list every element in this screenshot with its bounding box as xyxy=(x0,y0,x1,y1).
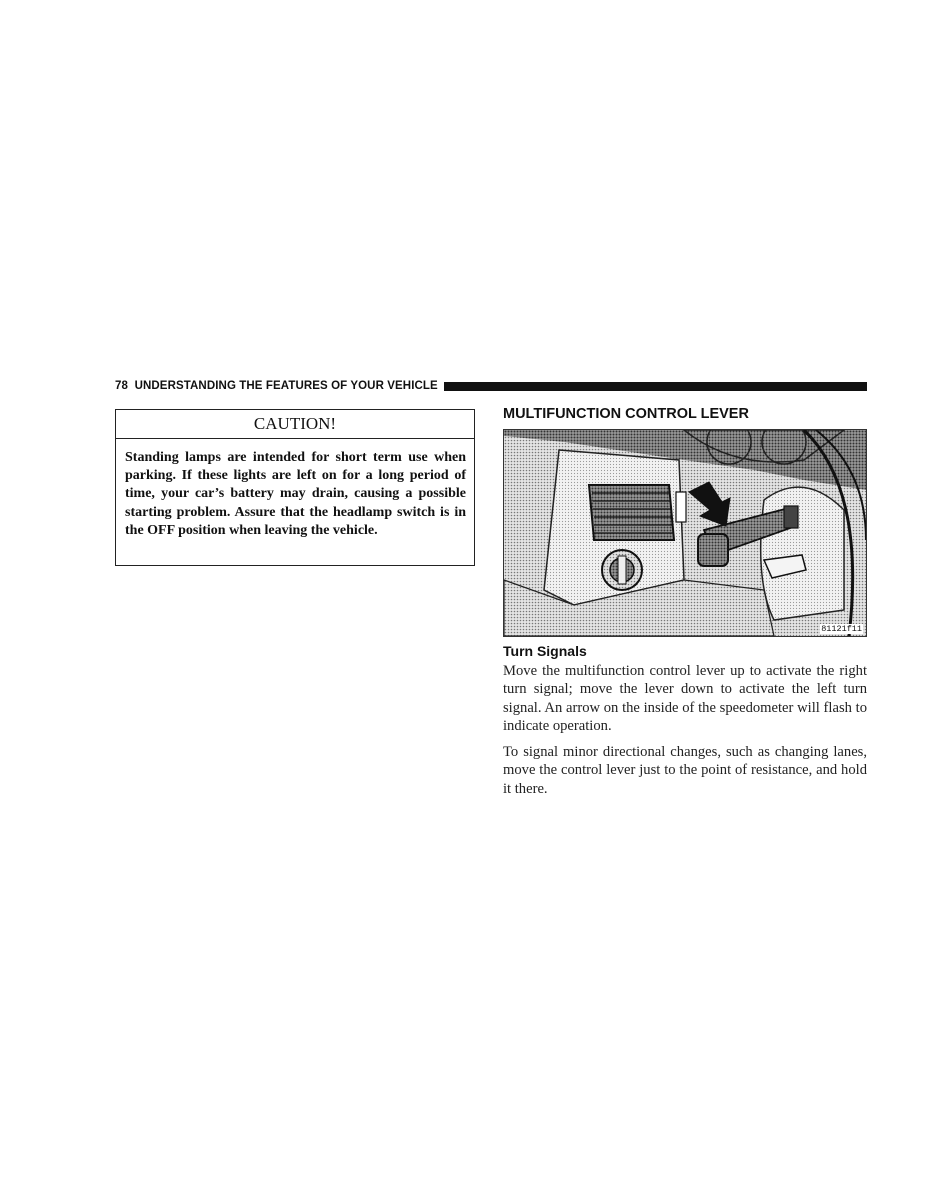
header-text xyxy=(115,380,438,392)
caution-title: CAUTION! xyxy=(116,410,474,439)
header-section-title: UNDERSTANDING THE FEATURES OF YOUR VEHICLE xyxy=(134,380,438,392)
figure-code: 81121f11 xyxy=(821,624,862,634)
turn-signals-paragraph-1: Move the multifunction control lever up to activate the right turn signal; move the lever down to activate the left turn signal. An arrow on the inside of the speedometer will flash to indicate operation. xyxy=(503,663,867,734)
header-rule xyxy=(444,382,867,391)
running-header xyxy=(115,379,867,393)
caution-box xyxy=(115,409,475,566)
turn-signals-paragraph-2: To signal minor directional changes, such as changing lanes, move the control lever just to the point of resistance, and hold it there. xyxy=(503,744,867,797)
page-number: 78 xyxy=(115,380,128,392)
section-title: MULTIFUNCTION CONTROL LEVER xyxy=(503,406,749,422)
caution-body: Standing lamps are intended for short term use when parking. If these lights are left on for a long period of time, your car’s battery may drain, causing a possible starting problem. Assure that the headlamp switch is in the OFF position when leaving the vehicle. xyxy=(125,450,466,538)
dashboard-drawing xyxy=(504,430,866,636)
turn-signals-heading: Turn Signals xyxy=(503,643,587,659)
multifunction-lever-illustration xyxy=(503,429,867,637)
